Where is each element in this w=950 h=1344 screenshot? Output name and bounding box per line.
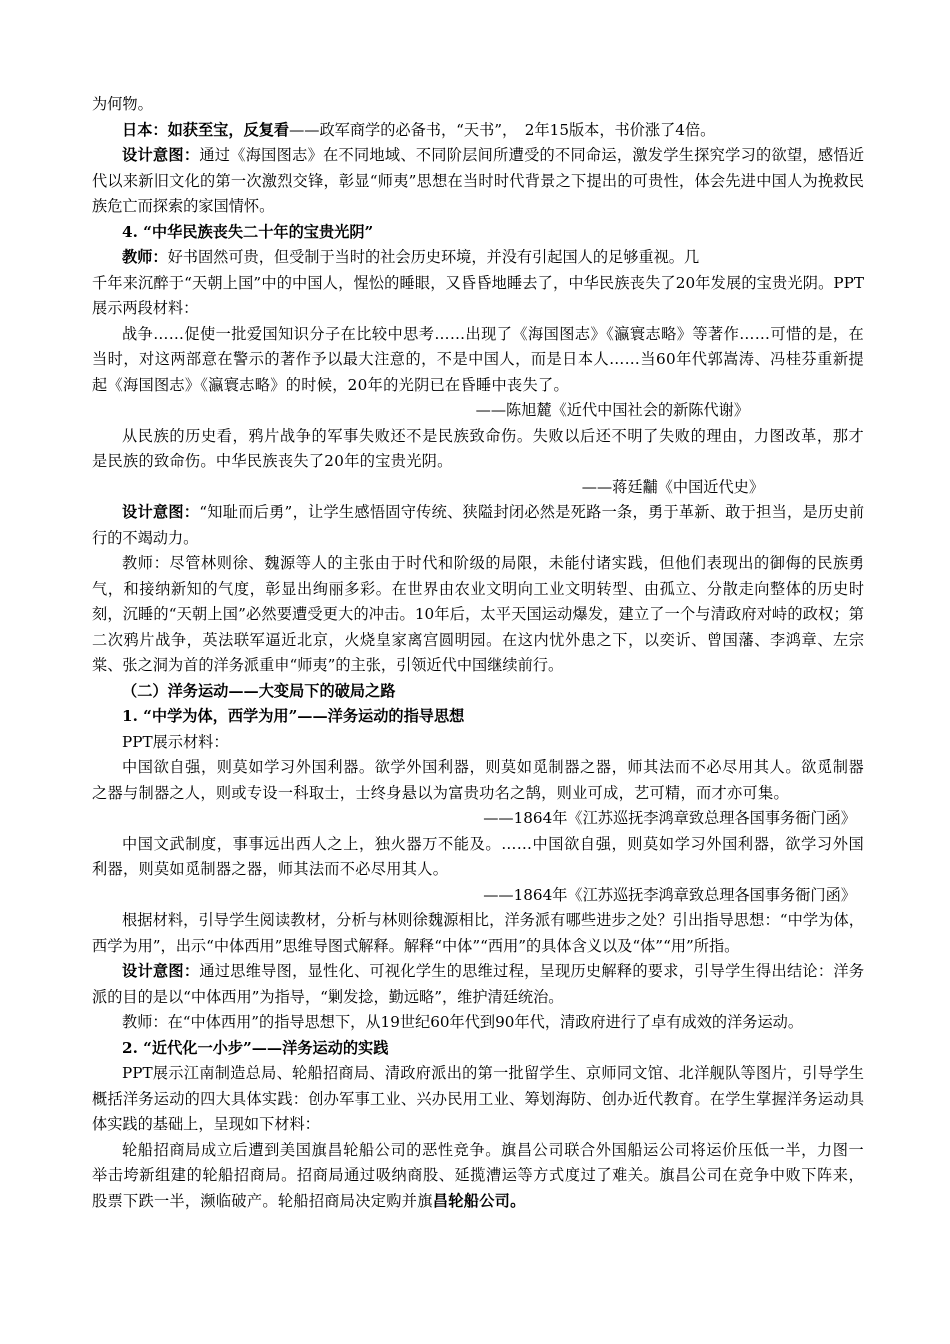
- quote-jiang-tingfu: 从民族的历史看，鸦片战争的军事失败还不是民族致命伤。失败以后还不明了失败的理由，力图改革，那才是民族的致命伤。中华民族丧失了20年的宝贵光阴。: [92, 426, 864, 470]
- paragraph: PPT展示江南制造总局、轮船招商局、清政府派出的第一批留学生、京师同文馆、北洋舰队等图片，引导学生概括洋务运动的四大具体实践：创办军事工业、兴办民用工业、筹划海防、创办近代教育。在学生掌握洋务运动具体实践的基础上，呈现如下材料：: [92, 1064, 864, 1133]
- paragraph: PPT展示材料：: [122, 732, 229, 751]
- design-intent-3: [92, 959, 864, 1010]
- quote-li-hongzhang-1: 中国欲自强，则莫如学习外国利器。欲学外国利器，则莫如觅制器之器，师其法而不必尽用其人。欲觅制器之器与制器之人，则或专设一科取士，士终身悬以为富贵功名之鹄，则业可成，艺可精，而才亦可集。: [92, 758, 864, 802]
- design-intent-2: [92, 500, 864, 551]
- teacher-paragraph-3: 教师：在“中体西用”的指导思想下，从19世纪60年代到90年代，清政府进行了卓有成效的洋务运动。: [122, 1013, 804, 1031]
- paragraph-text: 通过思维导图，显性化、可视化学生的思维过程，呈现历史解释的要求，引导学生得出结论：洋务派的目的是以“中体西用”为指导，“剿发捻，勤远略”，维护清廷统治。: [92, 962, 865, 1006]
- paragraph: 千年来沉醉于“天朝上国”中的中国人，惺忪的睡眼，又昏昏地睡去了，中华民族丧失了20年发展的宝贵光阴。PPT展示两段材料：: [92, 273, 864, 317]
- paragraph-text: 好书固然可贵，但受制于当时的社会历史环境，并没有引起国人的足够重视。几: [167, 248, 700, 266]
- paragraph-text: “知耻而后勇”，让学生感悟固守传统、狭隘封闭必然是死路一条，勇于革新、敢于担当，是历史前行的不竭动力。: [92, 503, 865, 547]
- document-page: [92, 92, 864, 1214]
- bold-lead: 日本：如获至宝，反复看: [122, 120, 290, 139]
- section-heading-4: 4. “中华民族丧失二十年的宝贵光阴”: [122, 222, 374, 241]
- paragraph-text: ——政军商学的必备书，“天书”， 2年15版本，书价涨了4倍。: [289, 120, 716, 139]
- bold-tail: 昌轮船公司。: [432, 1191, 526, 1210]
- bold-lead: 设计意图：: [122, 962, 200, 980]
- quote-source: ——陈旭麓《近代中国社会的新陈代谢》: [475, 401, 749, 419]
- section-heading-2: 2. “近代化一小步”——洋务运动的实践: [122, 1038, 389, 1057]
- quote-li-hongzhang-2: 中国文武制度，事事远出西人之上，独火器万不能及。……中国欲自强，则莫如学习外国利器，欲学习外国利器，则莫如觅制器之器，师其法而不必尽用其人。: [92, 834, 864, 878]
- quote-source: ——1864年《江苏巡抚李鸿章致总理各国事务衙门函》: [483, 809, 856, 827]
- quote-text: 轮船招商局成立后遭到美国旗昌轮船公司的恶性竞争。旗昌公司联合外国船运公司将运价压低一半，力图一举击垮新组建的轮船招商局。招商局通过吸纳商股、延揽漕运等方式度过了难关。旗昌公司在竞争中败下阵来，股票下跌一半，濒临破产。轮船招商局决定购并旗: [92, 1140, 864, 1210]
- teacher-paragraph-1: [92, 245, 864, 271]
- section-heading-yangwu: （二）洋务运动——大变局下的破局之路: [122, 681, 396, 700]
- paragraph: 为何物。: [92, 95, 153, 113]
- quote-source: ——1864年《江苏巡抚李鸿章致总理各国事务衙门函》: [483, 885, 856, 904]
- section-heading-1: 1. “中学为体，西学为用”——洋务运动的指导思想: [122, 707, 465, 725]
- quote-source: ——蒋廷黼《中国近代史》: [581, 477, 764, 496]
- quote-chen-xulu: 战争……促使一批爱国知识分子在比较中思考……出现了《海国图志》《瀛寰志略》等著作……可惜的是，在当时，对这两部意在警示的著作予以最大注意的，不是中国人，而是日本人……当60年代郭嵩涛、冯桂芬重新提起《海国图志》《瀛寰志略》的时候，20年的光阴已在昏睡中丧失了。: [92, 324, 864, 394]
- bold-lead: 设计意图：: [122, 146, 200, 164]
- paragraph: 根据材料，引导学生阅读教材，分析与林则徐魏源相比，洋务派有哪些进步之处？引出指导思想：“中学为体，西学为用”，出示“中体西用”思维导图式解释。解释“中体”“西用”的具体含义以及“体”“用”所指。: [92, 911, 864, 955]
- bold-lead: 设计意图：: [122, 503, 200, 521]
- bold-lead: 教师：: [122, 248, 168, 266]
- quote-china-merchants: [92, 1138, 864, 1215]
- paragraph-japan: [92, 118, 864, 144]
- paragraph-text: 通过《海国图志》在不同地域、不同阶层间所遭受的不同命运，激发学生探究学习的欲望，感悟近代以来新旧文化的第一次激烈交锋，彰显“师夷”思想在当时时代背景之下提出的可贵性，体会先进中国人为挽救民族危亡而探索的家国情怀。: [92, 146, 865, 215]
- teacher-paragraph-2: 教师：尽管林则徐、魏源等人的主张由于时代和阶级的局限，未能付诸实践，但他们表现出的御侮的民族勇气，和接纳新知的气度，彰显出绚丽多彩。在世界由农业文明向工业文明转型、由孤立、分散走向整体的历史时刻，沉睡的“天朝上国”必然要遭受更大的冲击。10年后，太平天国运动爆发，建立了一个与清政府对峙的政权；第二次鸦片战争，英法联军逼近北京，火烧皇家离宫圆明园。在这内忧外患之下，以奕䜣、曾国藩、李鸿章、左宗棠、张之洞为首的洋务派重申“师夷”的主张，引领近代中国继续前行。: [92, 554, 864, 674]
- design-intent-1: [92, 143, 864, 220]
